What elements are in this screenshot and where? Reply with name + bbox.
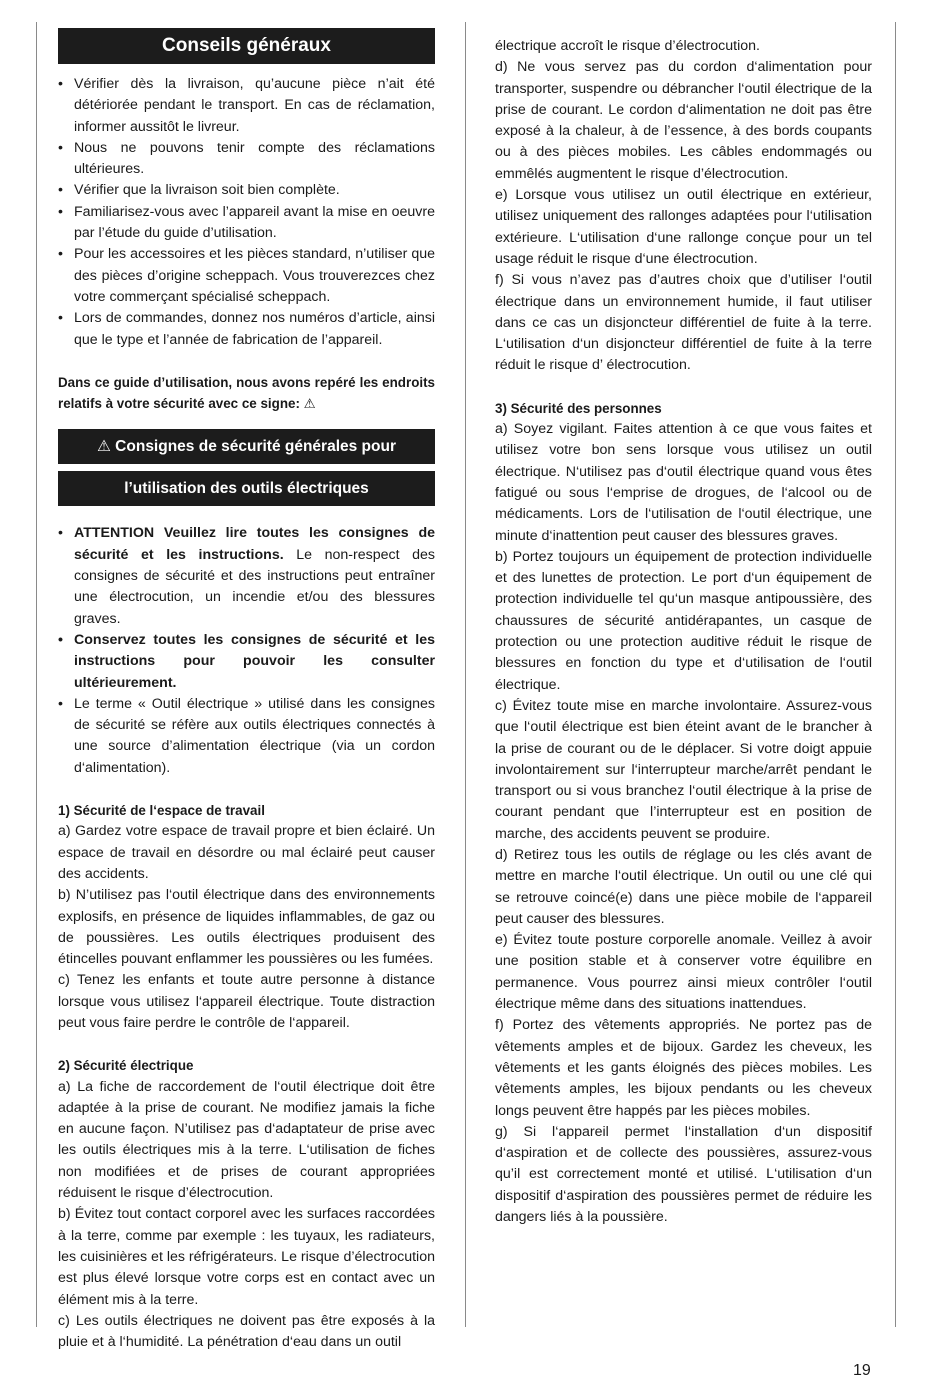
right-margin-rule xyxy=(895,22,896,1327)
list-item: • Vérifier que la livraison soit bien complète. xyxy=(58,180,435,201)
paragraph: c) Évitez toute mise en marche involontaire. Assurez-vous que l‘outil électrique est bien éteint avant de le brancher à la prise de courant ou de le déplacer. Si votre doigt appuie involontairement sur l‘interrupteur marche/arrêt pendant le transport ou si vous branchez l‘outil électrique à la prise de courant pendant que l’interrupteur est en position de marche, des accidents peuvent se produire. xyxy=(495,697,872,842)
page-number: 19 xyxy=(853,1362,871,1379)
safety-instructions-banner-line1: ⚠ Consignes de sécurité générales pour xyxy=(58,429,435,464)
attention-text: Le non-respect des consignes de sécurité et des instructions peut entraîner une électrocution, un incendie et/ou des blessures graves. xyxy=(74,546,435,627)
list-item xyxy=(58,523,435,629)
list-item: • Familiarisez-vous avec l’appareil avant la mise en oeuvre par l’étude du guide d’utilisation. xyxy=(58,202,435,245)
right-column xyxy=(495,36,872,1228)
paragraph: a) La fiche de raccordement de l‘outil électrique doit être adaptée à la prise de courant. Ne modifiez jamais la fiche en aucune façon. N’utilisez pas d‘adaptateur de prise avec les outils électriques mis à la terre. L‘utilisation de fiches non modifiées et de prises de courant appropriées réduisent le risque d’électrocution. xyxy=(58,1078,435,1202)
general-advice-title: Conseils généraux xyxy=(58,28,435,64)
list-item: • Le terme « Outil électrique » utilisé dans les consignes de sécurité se réfère aux outils électriques connectés à une source d’alimentation électrique (via un cordon d‘alimentation). xyxy=(58,694,435,779)
safety-instructions-banner-line2: l’utilisation des outils électriques xyxy=(58,471,435,506)
paragraph: d) Retirez tous les outils de réglage ou les clés avant de mettre en marche l‘outil électrique. Un outil ou une clé qui se retrouve coincé(e) dans une pièce mobile de l‘appareil peut causer des blessures. xyxy=(495,846,872,927)
column-divider-rule xyxy=(465,22,466,1327)
paragraph: f) Portez des vêtements appropriés. Ne portez pas de vêtements amples et de bijoux. Gardez les cheveux, les vêtements et les gants éloignés des pièces mobiles. Les vêtements amples, les bijoux pendants ou les cheveux longs peuvent être happés par les pièces mobiles. xyxy=(495,1017,872,1119)
list-item: • Vérifier dès la livraison, qu’aucune pièce n’ait été détériorée pendant le transport. En cas de réclamation, informer aussitôt le livreur. xyxy=(58,74,435,138)
paragraph: e) Lorsque vous utilisez un outil électrique en extérieur, utilisez uniquement des rallonges adaptées pour l‘utilisation extérieure. L‘utilisation d‘une rallonge conçue pour un tel usage réduit le risque d‘une électrocution. xyxy=(495,187,872,267)
left-column xyxy=(58,28,435,1353)
paragraph: b) N’utilisez pas l‘outil électrique dans des environnements explosifs, en présence de liquides inflammables, de gaz ou de poussières. Les outils électriques produisent des étincelles pouvant enflammer les poussières ou les fumées. xyxy=(58,887,435,968)
section-heading: 2) Sécurité électrique xyxy=(58,1058,194,1074)
paragraph: b) Portez toujours un équipement de protection individuelle et des lunettes de protection. Le port d‘un équipement de protection individuelle tel qu‘un masque antipoussière, des chaussures de sécurité antidérapantes, un casque de protection ou une protection auditive réduit le risque de blessures en fonction du type et d‘utilisation de l‘outil électrique. xyxy=(495,548,872,693)
list-item: • Lors de commandes, donnez nos numéros d’article, ainsi que le type et l’année de fabrication de l’appareil. xyxy=(58,308,435,351)
paragraph: b) Évitez tout contact corporel avec les surfaces raccordées à la terre, comme par exemple : les tuyaux, les radiateurs, les cuisinières et les réfrigérateurs. Le risque d’électrocution est plus élevé lorsque votre corps est en contact avec un élément mis à la terre. xyxy=(58,1206,435,1308)
paragraph: e) Évitez toute posture corporelle anomale. Veillez à avoir une position stable et à conserver votre équilibre en permanence. Vous pourrez ainsi mieux contrôler l‘outil électrique même dans des situations inattendues. xyxy=(495,932,872,1013)
paragraph: a) Soyez vigilant. Faites attention à ce que vous faites et utilisez votre bon sens lorsque vous utilisez un outil électrique. N‘utilisez pas d‘outil électrique quand vous êtes fatigué ou sous l‘emprise de drogues, de l‘alcool ou de médicaments. Lors de l‘utilisation de l‘outil électrique, une minute d‘inattention peut causer des blessures graves. xyxy=(495,421,872,544)
paragraph: c) Les outils électriques ne doivent pas être exposés à la pluie et à l‘humidité. La pénétration d‘eau dans un outil xyxy=(58,1312,435,1351)
safety-sign-notice: Dans ce guide d’utilisation, nous avons repéré les endroits relatifs à votre sécurité avec ce signe: ⚠ xyxy=(58,374,435,412)
section-heading: 1) Sécurité de l‘espace de travail xyxy=(58,803,265,819)
list-item: • Nous ne pouvons tenir compte des réclamations ultérieures. xyxy=(58,138,435,181)
paragraph: a) Gardez votre espace de travail propre et bien éclairé. Un espace de travail en désordre ou mal éclairé peut causer des accidents. xyxy=(58,823,435,882)
general-advice-list xyxy=(58,74,435,351)
paragraph: g) Si l‘appareil permet l‘installation d‘un dispositif d‘aspiration et de collecte des poussières, assurez-vous qu’il est correctement monté et utilisé. L‘utilisation d‘un dispositif d‘aspiration des poussières permet de réduire les dangers liés à la poussière. xyxy=(495,1123,872,1226)
left-margin-rule xyxy=(36,22,37,1327)
paragraph: électrique accroît le risque d’électrocution. xyxy=(495,38,760,54)
paragraph: c) Tenez les enfants et toute autre personne à distance lorsque vous utilisez l‘appareil électrique. Toute distraction peut vous faire perdre le contrôle de l‘appareil. xyxy=(58,972,435,1031)
section-heading: 3) Sécurité des personnes xyxy=(495,400,662,416)
list-item: • Pour les accessoires et les pièces standard, n’utiliser que des pièces d’origine scheppach. Vous trouverezces chez votre commerçant spécialisé scheppach. xyxy=(58,244,435,308)
paragraph: d) Ne vous servez pas du cordon d‘alimentation pour transporter, suspendre ou débrancher l‘outil électrique de la prise de courant. Le cordon d‘alimentation ne doit pas être exposé à la chaleur, à de l’essence, à des bords coupants ou à des pièces mobiles. Les câbles endommagés ou emmêlés augmentent le risque d’électrocution. xyxy=(495,59,872,182)
safety-instructions-list xyxy=(58,523,435,779)
paragraph: f) Si vous n’avez pas d’autres choix que d’utiliser l‘outil électrique dans un environnement humide, il faut utiliser dans ce cas un disjoncteur différentiel de fuite à la terre. L‘utilisation d‘un disjoncteur différentiel de fuite à la terre réduit le risque d’ électrocution. xyxy=(495,272,872,374)
attention-bold-text: ATTENTION Veuillez lire toutes les consignes de sécurité et les instructions. xyxy=(74,525,435,563)
list-item: • Conservez toutes les consignes de sécurité et les instructions pour pouvoir les consulter ultérieurement. xyxy=(58,630,435,694)
